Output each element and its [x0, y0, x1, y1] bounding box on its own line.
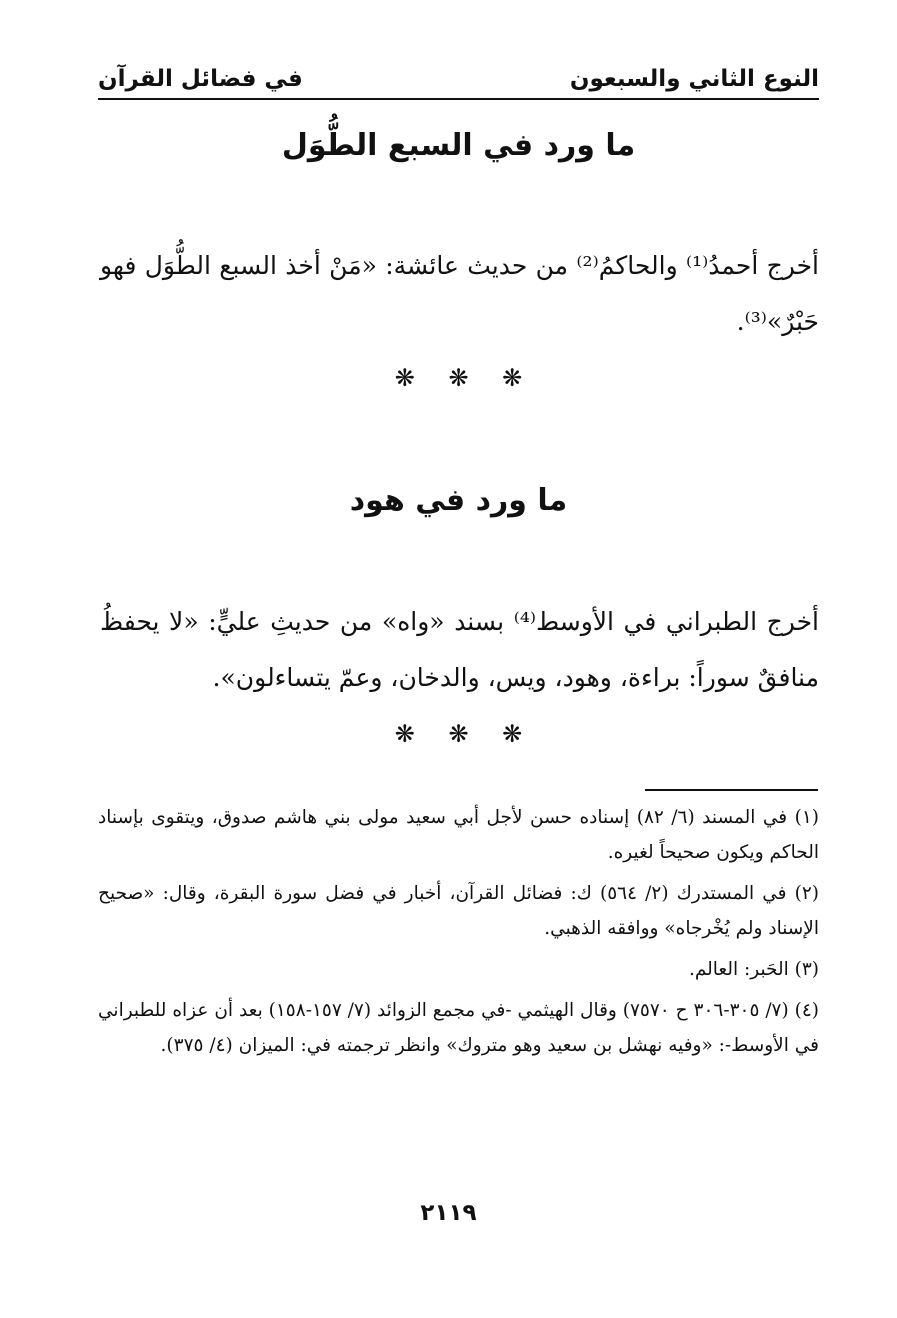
book-section-title: في فضائل القرآن — [98, 66, 303, 92]
footnote-rule — [645, 789, 818, 791]
section-paragraph-seven-long: أخرج أحمدُ⁽¹⁾ والحاكمُ⁽²⁾ من حديث عائشة: «مَنْ أخذ السبع الطُّوَل فهو حَبْرٌ»⁽³⁾. — [100, 251, 819, 336]
footnote-3: (٣) الحَبر: العالم. — [688, 959, 819, 980]
section-paragraph-hud: أخرج الطبراني في الأوسط⁽⁴⁾ بسند «واه» من حديثِ عليٍّ: «لا يحفظُ منافقٌ سوراً: براءة، وهود، ويس، والدخان، وعمّ يتساءلون». — [100, 607, 819, 692]
chapter-title: النوع الثاني والسبعون — [569, 66, 819, 92]
page-number: ٢١١٩ — [420, 1200, 477, 1226]
running-header — [98, 38, 819, 100]
footnote-4: (٤) (٧/ ٣٠٥-٣٠٦ ح ٧٥٧٠) وقال الهيثمي -في مجمع الزوائد (٧/ ١٥٧-١٥٨) بعد أن عزاه للطبراني في الأوسط-: «وفيه نهشل بن سعيد وهو متروك» وانظر ترجمته في: الميزان (٤/ ٣٧٥). — [98, 1000, 819, 1056]
section-separator: ❋ ❋ ❋ — [394, 364, 523, 392]
footnote-1: (١) في المسند (٦/ ٨٢) إسناده حسن لأجل أبي سعيد مولى بني هاشم صدوق، ويتقوى بإسناد الحاكم ويكون صحيحاً لغيره. — [98, 807, 819, 863]
section-heading-hud: ما ورد في هود — [349, 483, 568, 518]
section-separator: ❋ ❋ ❋ — [394, 720, 523, 748]
footnotes — [98, 800, 819, 1069]
footnote-2: (٢) في المستدرك (٢/ ٥٦٤) ك: فضائل القرآن، أخبار في فضل سورة البقرة، وقال: «صحيح الإسناد ولم يُخْرجاه» ووافقه الذهبي. — [98, 883, 819, 939]
section-heading-seven-long: ما ورد في السبع الطُّوَل — [281, 128, 636, 163]
